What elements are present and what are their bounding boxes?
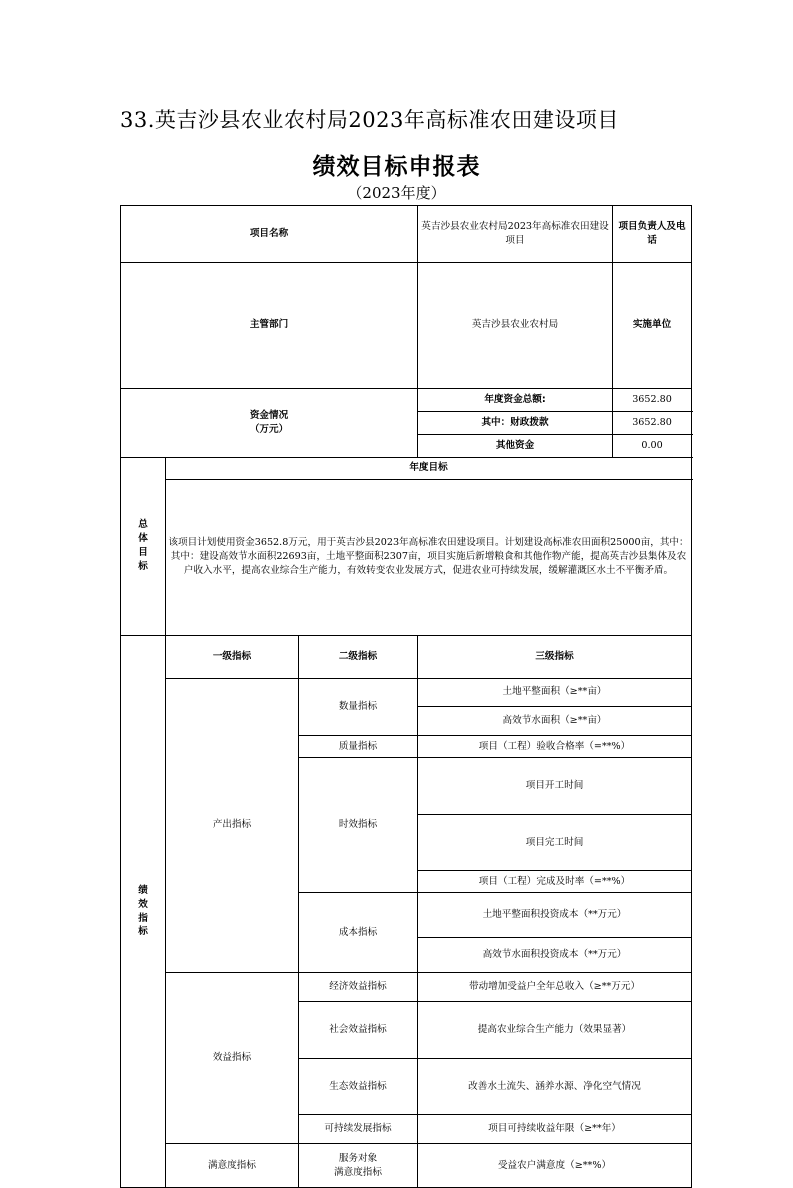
indicator-name: 受益农户满意度（≥**%）: [418, 1144, 692, 1188]
overall-target-label: [121, 457, 166, 635]
economic-benefit-indicators: 经济效益指标: [299, 973, 418, 1002]
funds-label: [121, 388, 418, 457]
indicator-name: 土地平整面积（≥**亩）: [418, 678, 692, 707]
leader-label: [613, 206, 692, 263]
quality-indicators: 质量指标: [299, 736, 418, 758]
overall-char: 标: [138, 561, 148, 573]
indicator-name: 项目（工程）验收合格率（=**%）: [418, 736, 692, 758]
header-level1: 一级指标: [166, 635, 299, 678]
indicator-name: 带动增加受益户全年总收入（≥**万元）: [418, 973, 692, 1002]
indicator-name: 项目可持续收益年限（≥**年）: [418, 1115, 692, 1144]
indicator-name: 改善水土流失、涵养水源、净化空气情况: [418, 1058, 692, 1115]
header-level2: 二级指标: [299, 635, 418, 678]
indicator-name: 项目（工程）完成及时率（=**%）: [418, 871, 692, 893]
document-heading: 33.英吉沙县农业农村局2023年高标准农田建设项目: [120, 108, 619, 132]
funds-fiscal-value: 3652.80: [613, 411, 692, 434]
indicator-name: 项目开工时间: [418, 758, 692, 815]
service-object-satisfaction: [299, 1144, 418, 1188]
quantity-indicators: 数量指标: [299, 678, 418, 736]
output-indicators: 产出指标: [166, 678, 299, 973]
funds-label-line2: （万元）: [249, 423, 289, 435]
project-name-value: 英吉沙县农业农村局2023年高标准农田建设项目: [418, 206, 613, 263]
performance-indicators-label: [121, 635, 166, 1187]
timeliness-indicators: 时效指标: [299, 758, 418, 893]
overall-char: 总: [138, 519, 148, 531]
funds-label-line1: 资金情况: [249, 409, 289, 421]
ecological-benefit-indicators: 生态效益指标: [299, 1058, 418, 1115]
funds-total-value: 3652.80: [613, 388, 692, 411]
form-title: 绩效目标申报表: [312, 154, 481, 180]
sustainability-indicators: 可持续发展指标: [299, 1115, 418, 1144]
indicator-name: 高效节水面积（≥**亩）: [418, 707, 692, 736]
annual-target-header: 年度目标: [166, 457, 692, 479]
funds-other-label: 其他资金: [418, 434, 613, 457]
dept-label: 主管部门: [121, 262, 418, 388]
indicator-name: 高效节水面积投资成本（**万元）: [418, 938, 692, 973]
leader-label-line1: 项目负责人及电: [618, 220, 686, 232]
social-benefit-indicators: 社会效益指标: [299, 1002, 418, 1059]
perf-char: 效: [138, 898, 148, 910]
header-level3: 三级指标: [418, 635, 692, 678]
indicator-name: 提高农业综合生产能力（效果显著）: [418, 1002, 692, 1059]
satisfaction-indicators: 满意度指标: [166, 1144, 299, 1188]
cost-indicators: 成本指标: [299, 893, 418, 973]
perf-char: 标: [138, 926, 148, 938]
form-year: （2023年度）: [347, 184, 446, 202]
funds-fiscal-label: 其中：财政拨款: [418, 411, 613, 434]
project-name-label: 项目名称: [121, 206, 418, 263]
indicator-name: 项目完工时间: [418, 814, 692, 871]
service-object-line1: 服务对象: [338, 1152, 378, 1164]
benefit-indicators: 效益指标: [166, 973, 299, 1144]
funds-other-value: 0.00: [613, 434, 692, 457]
dept-value: 英吉沙县农业农村局: [418, 262, 613, 388]
impl-label: 实施单位: [613, 262, 692, 388]
service-object-line2: 满意度指标: [334, 1166, 382, 1178]
overall-char: 目: [138, 547, 148, 559]
perf-char: 绩: [138, 884, 148, 896]
indicator-name: 土地平整面积投资成本（**万元）: [418, 893, 692, 938]
annual-target-text: 该项目计划使用资金3652.8万元，用于英吉沙县2023年高标准农田建设项目。计划建设高标准农田面积25000亩，其中：其中：建设高效节水面积22693亩，土地平整面积2307亩，项目实施后新增粮食和其他作物产能，提高英吉沙县集体及农户收入水平，提高农业综合生产能力，有效转变农业发展方式，促进农业可持续发展，缓解灌溉区水土不平衡矛盾。: [166, 479, 692, 635]
overall-char: 体: [138, 533, 148, 545]
funds-total-label: 年度资金总额:: [418, 388, 613, 411]
perf-char: 指: [138, 912, 148, 924]
leader-label-line2: 话: [647, 234, 657, 246]
performance-target-table: [120, 205, 692, 1188]
